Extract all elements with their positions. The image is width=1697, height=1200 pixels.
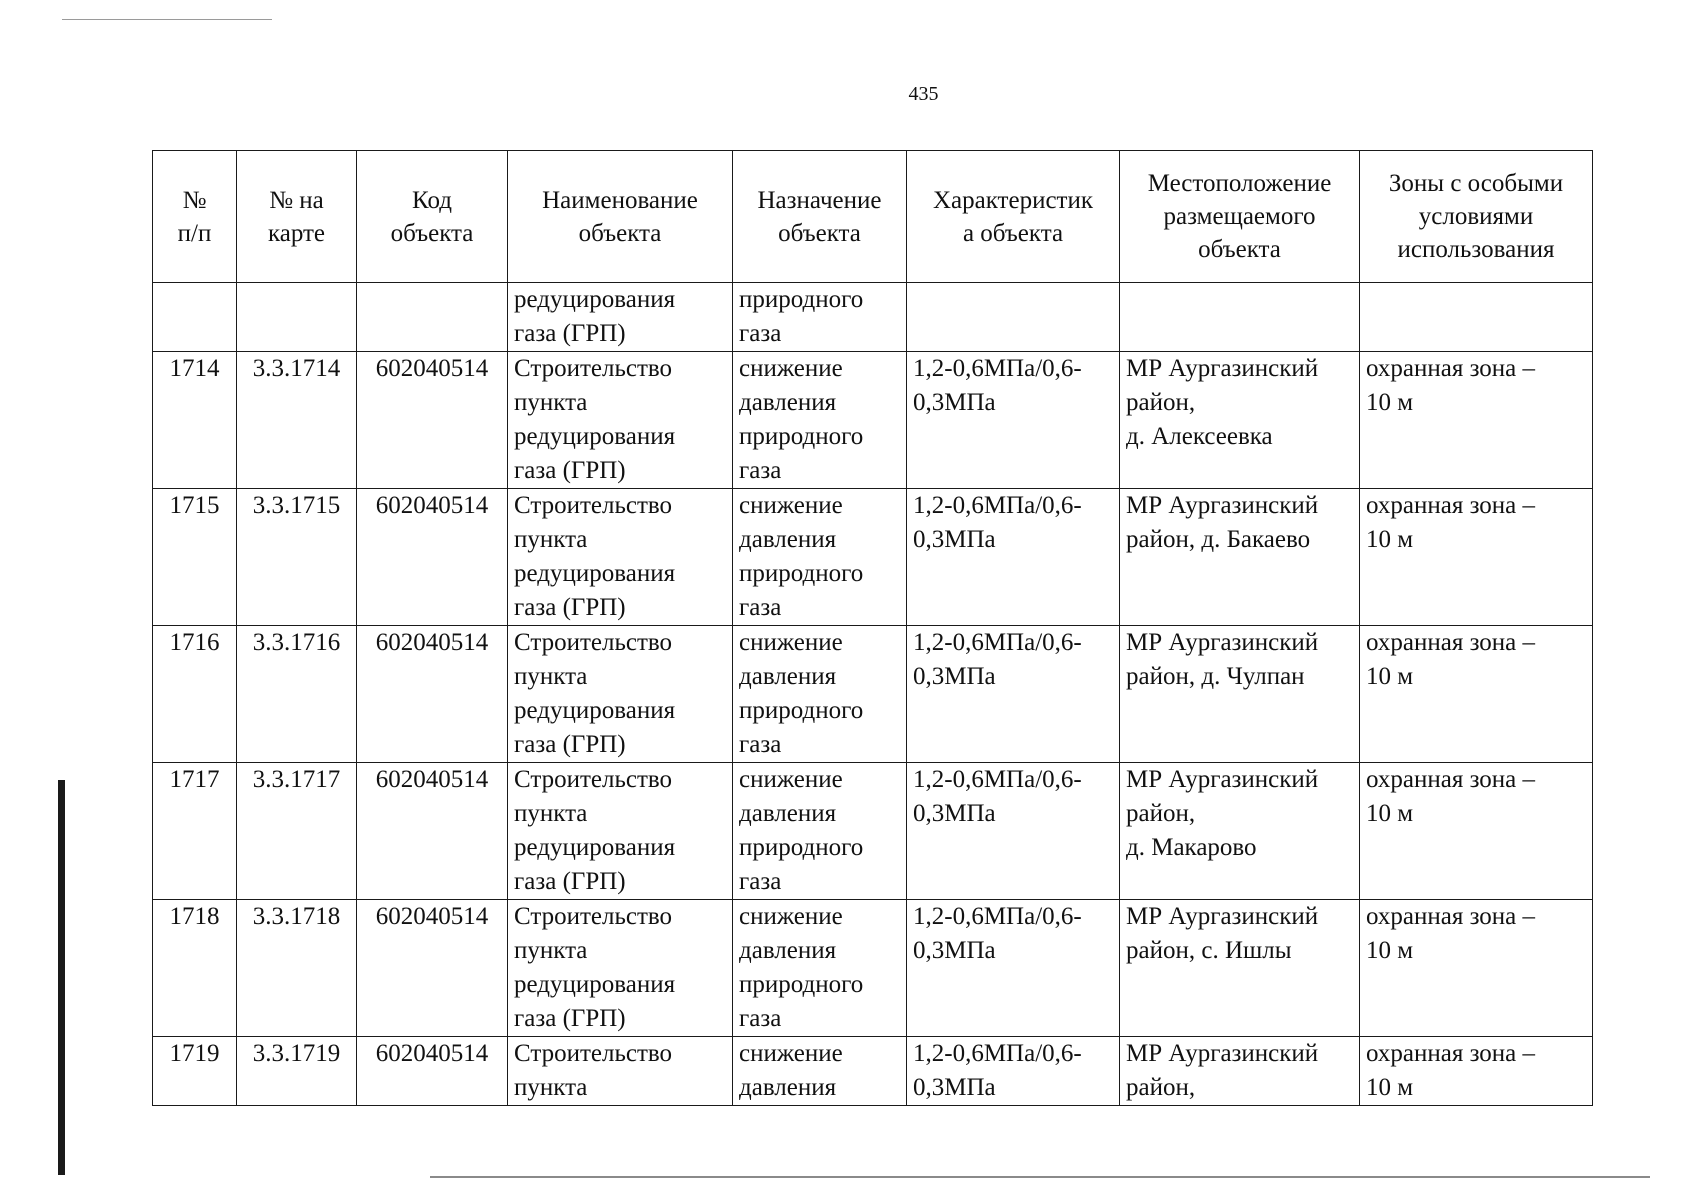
cell-zones: охранная зона – 10 м [1360, 352, 1593, 489]
cell-location: МР Аургазинский район, д. Чулпан [1120, 626, 1360, 763]
cell-code: 602040514 [357, 1037, 508, 1106]
cell-location: МР Аургазинский район, д. Макарово [1120, 763, 1360, 900]
cell-map-number: 3.3.1719 [237, 1037, 357, 1106]
cell-map-number: 3.3.1715 [237, 489, 357, 626]
cell-location: МР Аургазинский район, д. Бакаево [1120, 489, 1360, 626]
cell-code: 602040514 [357, 763, 508, 900]
cell-characteristic: 1,2-0,6МПа/0,6- 0,3МПа [907, 900, 1120, 1037]
cell-name: Строительство пункта [508, 1037, 733, 1106]
cell-characteristic: 1,2-0,6МПа/0,6- 0,3МПа [907, 1037, 1120, 1106]
cell-zones: охранная зона – 10 м [1360, 900, 1593, 1037]
cell-name: Строительство пункта редуцирования газа (ГРП) [508, 489, 733, 626]
table-row [153, 1037, 1593, 1106]
header-number: № п/п [153, 151, 237, 283]
cell-purpose: снижение давления природного газа [733, 489, 907, 626]
cell-zones [1360, 283, 1593, 352]
table-row [153, 763, 1593, 900]
scan-artifact-bottom-line [430, 1176, 1650, 1178]
header-object-location: Местоположение размещаемого объекта [1120, 151, 1360, 283]
header-map-number: № на карте [237, 151, 357, 283]
cell-code: 602040514 [357, 900, 508, 1037]
cell-location: МР Аургазинский район, д. Алексеевка [1120, 352, 1360, 489]
cell-code: 602040514 [357, 489, 508, 626]
cell-number [153, 283, 237, 352]
page-number: 435 [908, 83, 939, 105]
cell-purpose: природного газа [733, 283, 907, 352]
scan-artifact-left-edge [58, 780, 65, 1175]
table-row [153, 352, 1593, 489]
objects-table [152, 150, 1593, 1106]
cell-zones: охранная зона – 10 м [1360, 489, 1593, 626]
cell-purpose: снижение давления природного газа [733, 900, 907, 1037]
header-object-purpose: Назначение объекта [733, 151, 907, 283]
cell-purpose: снижение давления [733, 1037, 907, 1106]
cell-location [1120, 283, 1360, 352]
cell-code [357, 283, 508, 352]
cell-purpose: снижение давления природного газа [733, 626, 907, 763]
cell-number: 1717 [153, 763, 237, 900]
cell-map-number: 3.3.1718 [237, 900, 357, 1037]
table-header-row [153, 151, 1593, 283]
cell-name: Строительство пункта редуцирования газа (ГРП) [508, 763, 733, 900]
cell-characteristic: 1,2-0,6МПа/0,6- 0,3МПа [907, 763, 1120, 900]
table-row [153, 900, 1593, 1037]
header-object-code: Код объекта [357, 151, 508, 283]
cell-purpose: снижение давления природного газа [733, 352, 907, 489]
scan-artifact-top-line [62, 19, 272, 20]
cell-map-number [237, 283, 357, 352]
cell-code: 602040514 [357, 352, 508, 489]
cell-characteristic [907, 283, 1120, 352]
header-special-zones: Зоны с особыми условиями использования [1360, 151, 1593, 283]
cell-name: Строительство пункта редуцирования газа (ГРП) [508, 900, 733, 1037]
cell-number: 1715 [153, 489, 237, 626]
cell-name: редуцирования газа (ГРП) [508, 283, 733, 352]
cell-number: 1719 [153, 1037, 237, 1106]
table-row [153, 626, 1593, 763]
cell-location: МР Аургазинский район, с. Ишлы [1120, 900, 1360, 1037]
cell-characteristic: 1,2-0,6МПа/0,6- 0,3МПа [907, 626, 1120, 763]
cell-code: 602040514 [357, 626, 508, 763]
cell-zones: охранная зона – 10 м [1360, 1037, 1593, 1106]
cell-map-number: 3.3.1714 [237, 352, 357, 489]
cell-map-number: 3.3.1716 [237, 626, 357, 763]
cell-zones: охранная зона – 10 м [1360, 763, 1593, 900]
cell-number: 1714 [153, 352, 237, 489]
cell-number: 1716 [153, 626, 237, 763]
cell-number: 1718 [153, 900, 237, 1037]
cell-map-number: 3.3.1717 [237, 763, 357, 900]
cell-characteristic: 1,2-0,6МПа/0,6- 0,3МПа [907, 489, 1120, 626]
header-object-name: Наименование объекта [508, 151, 733, 283]
cell-zones: охранная зона – 10 м [1360, 626, 1593, 763]
cell-location: МР Аургазинский район, [1120, 1037, 1360, 1106]
table-row-continuation [153, 283, 1593, 352]
cell-name: Строительство пункта редуцирования газа (ГРП) [508, 626, 733, 763]
cell-characteristic: 1,2-0,6МПа/0,6- 0,3МПа [907, 352, 1120, 489]
cell-name: Строительство пункта редуцирования газа (ГРП) [508, 352, 733, 489]
cell-purpose: снижение давления природного газа [733, 763, 907, 900]
table-row [153, 489, 1593, 626]
header-object-characteristic: Характеристик а объекта [907, 151, 1120, 283]
